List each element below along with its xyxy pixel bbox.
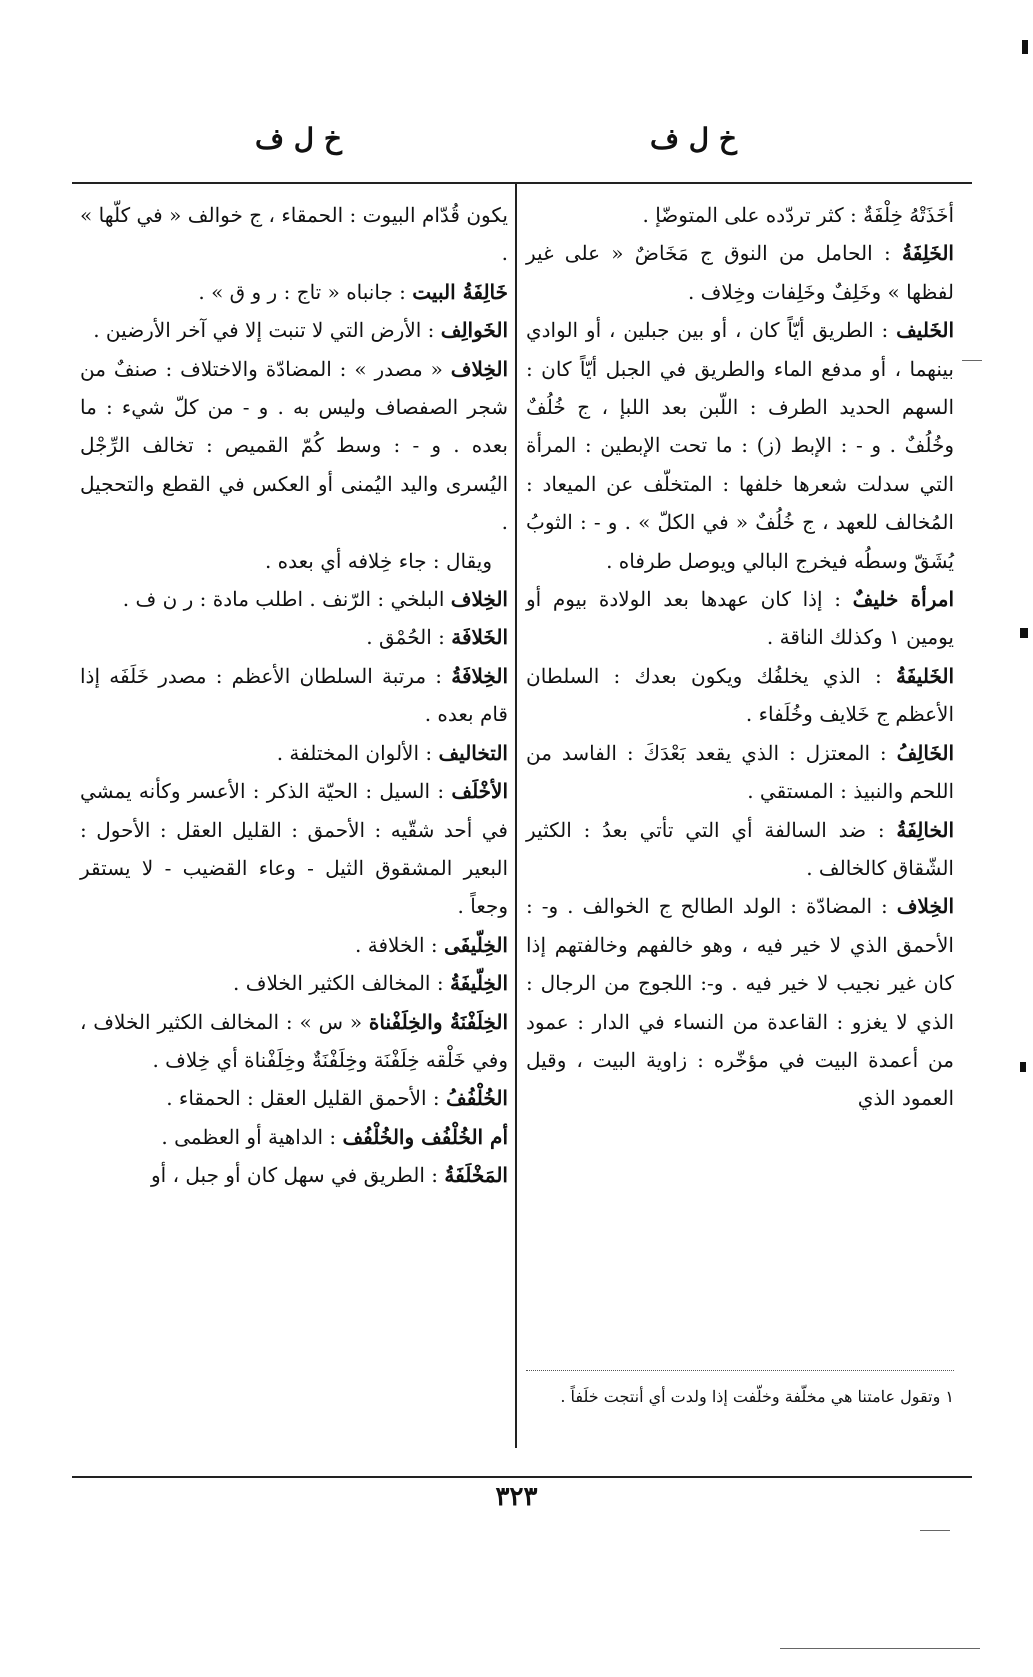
- entry-text: : الحامل من النوق ج مَخَاضٌ « على غير لفظها » وخَلِفٌ وخَلِفات وخِلاف .: [526, 241, 954, 304]
- dictionary-entry: [526, 811, 954, 888]
- dictionary-entry: [80, 196, 508, 273]
- entry-text: : الطريق في سهل كان أو جبل ، أو: [151, 1163, 439, 1188]
- entry-headword: الخِلّيفَى: [443, 932, 508, 957]
- dictionary-entry: [80, 772, 508, 926]
- entry-headword: خَالِفَةُ البيت: [412, 279, 508, 304]
- scan-stray-line: [920, 1530, 950, 1531]
- entry-text: : المعتزل : الذي يقعد بَعْدَكَ : الفاسد من اللحم والنبيذ : المستقي .: [526, 740, 954, 804]
- dictionary-entry: [80, 964, 508, 1002]
- entry-text: : الطريق أيّاً كان ، أو بين جبلين ، أو الوادي بينهما ، أو مدفع الماء والطريق في الجبل أيّاً كان : السهم الحديد الطرف : اللّبن بعد اللبإ ، ج خُلُفٌ وخُلُفٌ . و - : الإبط (ز) : ما تحت الإبطين : المرأة التي سدلت شعرها خلفها : المتخلّف عن الميعاد : المُخالف للعهد ، ج خُلُفٌ « في الكلّ » . و - : الثوبُ يُشَقّ وسطُه فيخرج البالي ويوصل طرفاه .: [526, 318, 954, 573]
- entry-headword: الخَوالِف: [440, 318, 508, 343]
- entry-text: : الأحمق القليل العقل : الحمقاء .: [166, 1086, 440, 1111]
- entry-text: « مصدر » : المضادّة والاختلاف : صنفٌ من شجر الصفصاف وليس به . و - من كلّ شيء : ما بعده . و - : وسط كُمّ القميص : تخالف الرِّجْل اليُسرى واليد اليُمنى أو العكس في القطع والتحجيل .: [80, 356, 508, 535]
- entry-headword: الأخْلَف: [451, 779, 509, 804]
- right-column: [526, 196, 954, 1118]
- dictionary-entry: [526, 657, 954, 734]
- entry-headword: الخِلّيفَةُ: [449, 971, 508, 996]
- scan-stray-line: [962, 360, 982, 361]
- entry-headword: الخِلاف: [450, 356, 509, 381]
- entry-headword: الخالِفَةُ: [896, 817, 955, 842]
- entry-text: : الحُمْق .: [366, 625, 445, 650]
- entry-text: « س » : المخالف الكثير الخلاف ، وفي خَلْقه خِلَفْنَة وخِلَفْنَةٌ وخِلَفْناة أي خِلاف .: [80, 1009, 508, 1072]
- dictionary-entry: [526, 734, 954, 811]
- entry-text: : السيل : الحيّة الذكر : الأعسر وكأنه يمشي في أحد شقّيه : الأحمق : القليل العقل : الأحول : البعير المشقوق الثيل - وعاء القضيب - لا يستقر وجعاً .: [80, 779, 508, 919]
- entry-headword: الخِلافَةُ: [451, 663, 508, 688]
- entry-text: : الخلافة .: [355, 932, 438, 957]
- page-number: ٣٢٣: [495, 1482, 538, 1512]
- entry-headword: الخَليف: [896, 318, 954, 343]
- scan-edge-mark: [1020, 628, 1028, 638]
- entry-text: ويقال : جاء خِلافه أي بعده .: [264, 548, 492, 573]
- entry-headword: الخَلِفَةُ: [901, 241, 954, 266]
- entry-headword: المَخْلَفَةُ: [444, 1163, 508, 1188]
- entry-text: البلخي : الرّنف . اطلب مادة : ر ن ف .: [122, 587, 445, 612]
- entry-text: : جانباه « تاج : ر و ق » .: [198, 279, 406, 304]
- dictionary-entry: [80, 273, 508, 311]
- entry-text: : المخالف الكثير الخلاف .: [233, 971, 444, 996]
- entry-headword: الخُلْفُفُ: [445, 1086, 508, 1111]
- dictionary-entry: [526, 234, 954, 311]
- dictionary-entry: [80, 1118, 508, 1156]
- page-header-left: خ ل ف: [255, 122, 342, 155]
- entry-headword: الخِلاف: [450, 587, 508, 612]
- dictionary-entry: [80, 580, 508, 618]
- dictionary-entry: [80, 1079, 508, 1117]
- dictionary-entry: [80, 1003, 508, 1080]
- entry-headword: الخِلاف: [896, 894, 955, 919]
- dictionary-entry: [526, 311, 954, 580]
- entry-headword: الخِلَفْنَةُ والخِلَفْناة: [368, 1009, 508, 1034]
- left-column: [80, 196, 508, 1195]
- footer-rule: [72, 1476, 972, 1478]
- scan-stray-line: [780, 1648, 980, 1649]
- dictionary-entry: [80, 311, 508, 349]
- dictionary-entry: [526, 580, 954, 657]
- scan-edge-mark: [1020, 1062, 1026, 1072]
- header-rule: [72, 182, 972, 184]
- entry-headword: التخاليف: [438, 740, 508, 765]
- entry-headword: امرأة خليفٌ: [852, 587, 955, 612]
- footnote-rule: [526, 1370, 954, 1371]
- entry-text: يكون قُدّام البيوت : الحمقاء ، ج خوالف « في كلّها » .: [80, 203, 508, 266]
- entry-text: : الداهية أو العظمى .: [161, 1124, 337, 1149]
- entry-text: : مرتبة السلطان الأعظم : مصدر خَلَفَه إذا قام بعده .: [80, 663, 508, 727]
- page-header-right: خ ل ف: [650, 122, 737, 155]
- footnote: ١ وتقول عامتنا هي مخلّفة وخلّفت إذا ولدت أي أنتجت خلَفاً .: [560, 1387, 954, 1406]
- entry-text: : إذا كان عهدها بعد الولادة بيوم أو يومين ١ وكذلك الناقة .: [526, 587, 954, 650]
- entry-text: : الذي يخلفُك ويكون بعدك : السلطان الأعظم ج خَلايف وخُلَفاء .: [526, 663, 954, 727]
- entry-text: : ضد السالفة أي التي تأتي بعدُ : الكثير الشّقاق كالخالف .: [526, 817, 954, 880]
- entry-text: : الأرض التي لا تنبت إلا في آخر الأرضين .: [93, 318, 435, 343]
- dictionary-entry: [80, 657, 508, 734]
- dictionary-entry: [80, 1156, 508, 1194]
- column-divider: [515, 184, 517, 1448]
- entry-text: : الألوان المختلفة .: [276, 740, 433, 765]
- scan-edge-mark: [1022, 40, 1028, 54]
- entry-text: : المضادّة : الولد الطالح ج الخوالف . و- : الأحمق الذي لا خير فيه ، وهو خالفهم وخالفتهم إذا كان غير نجيب لا خير فيه . و-: اللجوج من الرجال : الذي لا يغزو : القاعدة من النساء في الدار : عمود من أعمدة البيت في مؤخّره : زاوية البيت ، وقيل العمود الذي: [526, 894, 954, 1111]
- dictionary-entry: [80, 926, 508, 964]
- entry-headword: الخَالِفُ: [896, 740, 955, 765]
- entry-headword: الخَليفَةُ: [895, 663, 955, 688]
- dictionary-entry: [80, 618, 508, 656]
- dictionary-entry: [80, 542, 508, 580]
- entry-headword: الخَلافَة: [451, 625, 508, 650]
- entry-text: أخَذَتْهُ خِلْفَةٌ : كثر تردّده على المتوضّإ .: [642, 203, 954, 227]
- dictionary-entry: [526, 196, 954, 234]
- dictionary-entry: [80, 734, 508, 772]
- dictionary-entry: [526, 887, 954, 1117]
- dictionary-entry: [80, 350, 508, 542]
- entry-headword: أم الخُلْفُف والخُلْفُف: [342, 1124, 508, 1149]
